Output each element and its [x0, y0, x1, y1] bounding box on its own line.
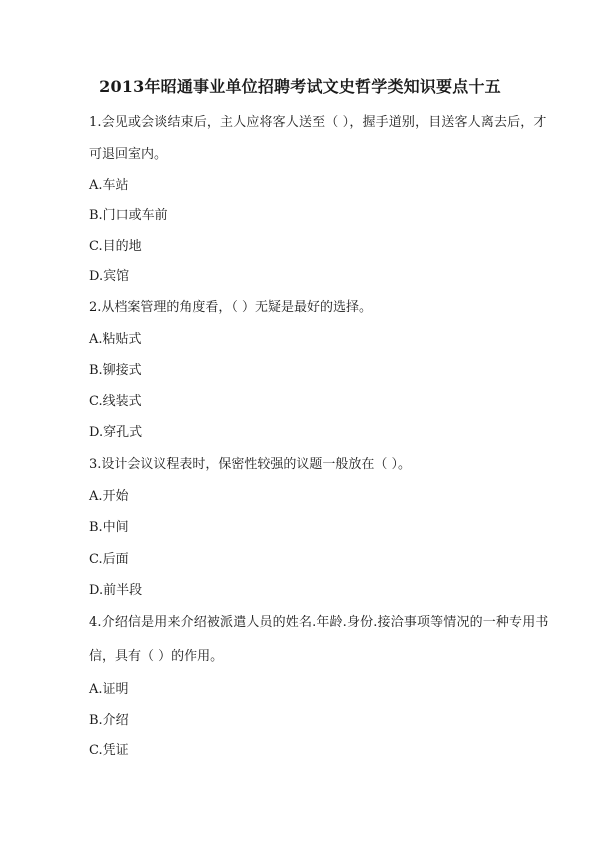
question-1-option-a: A.车站 [89, 178, 129, 193]
question-2-option-b: B.铆接式 [89, 363, 142, 378]
question-4-option-a: A.证明 [89, 682, 129, 697]
question-2-option-c: C.线装式 [89, 394, 142, 409]
question-1-option-b: B.门口或车前 [89, 208, 168, 223]
question-4-option-b: B.介绍 [89, 713, 129, 728]
question-1-stem-line-1: 1.会见或会谈结束后，主人应将客人送至（ ），握手道别，目送客人离去后，才 [89, 115, 547, 130]
question-4-stem-line-2: 信，具有（ ）的作用。 [89, 649, 224, 664]
question-3-stem-line-1: 3.设计会议议程表时，保密性较强的议题一般放在（ ）。 [89, 457, 412, 472]
question-4-option-c: C.凭证 [89, 743, 129, 758]
question-1-option-d: D.宾馆 [89, 269, 130, 284]
question-3-option-a: A.开始 [89, 489, 129, 504]
question-3-option-c: C.后面 [89, 552, 129, 567]
page-title: 2013年昭通事业单位招聘考试文史哲学类知识要点十五 [99, 77, 501, 96]
question-1-option-c: C.目的地 [89, 239, 142, 254]
question-4-stem-line-1: 4.介绍信是用来介绍被派遣人员的姓名.年龄.身份.接洽事项等情况的一种专用书 [89, 615, 549, 630]
question-3-option-b: B.中间 [89, 520, 129, 535]
question-2-option-d: D.穿孔式 [89, 425, 143, 440]
question-1-stem-line-2: 可退回室内。 [89, 147, 168, 162]
question-2-stem-line-1: 2.从档案管理的角度看，（ ）无疑是最好的选择。 [89, 300, 373, 315]
question-2-option-a: A.粘贴式 [89, 332, 142, 347]
question-3-option-d: D.前半段 [89, 583, 143, 598]
